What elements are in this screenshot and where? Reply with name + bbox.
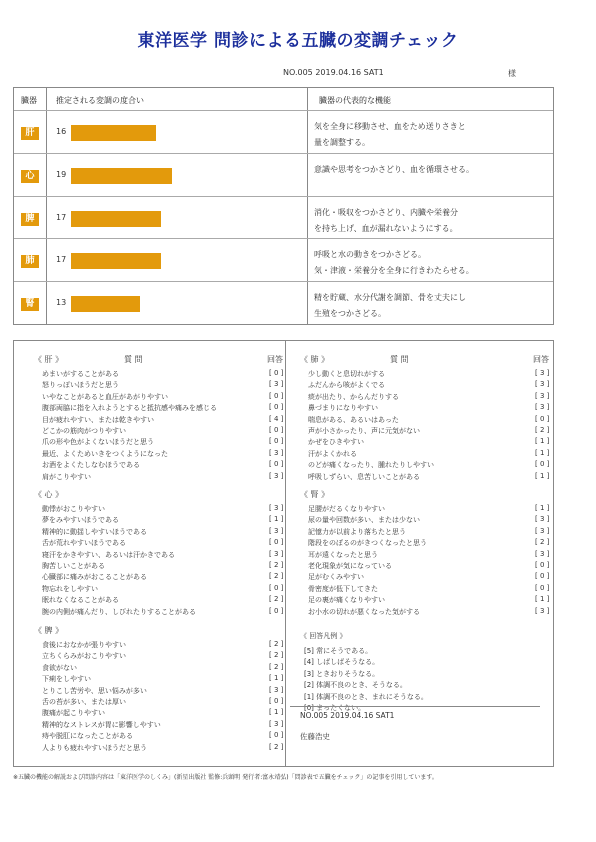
organ-label: 肺 (21, 255, 39, 268)
legend-item: [3] ときおりそうなる。 (304, 669, 380, 678)
question-text: 鼻づまりになりやすい (308, 404, 378, 413)
section-header-lung (300, 354, 560, 366)
table-header (14, 88, 553, 111)
question-text: 耳が遠くなったと思う (308, 550, 378, 559)
question-item (34, 708, 294, 718)
section-name: 《 心 》 (34, 490, 64, 499)
organ-function (314, 119, 546, 151)
question-item (34, 369, 294, 379)
question-item (34, 561, 294, 571)
organ-label: 肝 (21, 127, 39, 140)
question-text: 尿の量や回数が多い、または少ない (308, 516, 420, 525)
question-text: 立ちくらみがおこりやすい (42, 652, 126, 661)
legend-item: [0] まったくない。 (304, 704, 366, 712)
question-item (300, 515, 560, 525)
question-text: 呼吸しずらい、息苦しいことがある (308, 472, 420, 481)
question-item (34, 743, 294, 753)
question-item (300, 550, 560, 560)
section-header-liver (34, 354, 294, 366)
answer-value: [ 3 ] (269, 719, 284, 728)
question-item (34, 515, 294, 525)
question-text: 痔や脱肛になったことがある (42, 732, 133, 741)
question-item (34, 651, 294, 661)
answer-value: [ 1 ] (535, 448, 550, 457)
question-text: 喘息がある、あるいはあった (308, 415, 399, 424)
question-text: のどが痛くなったり、腫れたりしやすい (308, 461, 434, 470)
question-header: 質 問 (390, 355, 409, 364)
answer-value: [ 0 ] (269, 369, 284, 377)
score-bar (71, 253, 161, 269)
answer-value: [ 3 ] (269, 380, 284, 389)
question-text: 目が疲れやすい、または乾きやすい (42, 415, 154, 424)
function-line-2: 量を調整する。 (314, 138, 370, 147)
answer-value: [ 2 ] (269, 662, 284, 671)
legend-item: [2] 体調不良のとき、そうなる。 (304, 681, 407, 690)
function-line-1: 気を全身に移動させ、血をため送りさきと (314, 122, 466, 131)
function-line-1: 呼吸と水の動きをつかさどる。 (314, 250, 426, 260)
question-text: 舌が荒れやすいほうである (42, 539, 126, 548)
question-item (34, 426, 294, 436)
question-item (34, 584, 294, 594)
question-item (34, 403, 294, 413)
question-text: 老化現象が気になっている (308, 562, 392, 570)
score-bar (71, 168, 172, 184)
answer-value: [ 1 ] (535, 471, 550, 480)
question-text: 人よりも疲れやすいほうだと思う (42, 743, 147, 752)
answer-header: 回答 (533, 355, 549, 364)
answer-value: [ 0 ] (269, 426, 284, 434)
answer-value: [ 3 ] (269, 549, 284, 558)
question-item (300, 449, 560, 459)
question-item (300, 538, 560, 548)
question-text: お小水の切れが悪くなった気がする (308, 607, 420, 616)
score-bar (71, 296, 140, 312)
organ-function (314, 290, 546, 322)
organ-row (14, 110, 553, 153)
question-text: いやなことがあると血圧があがりやすい (42, 392, 168, 401)
question-item (300, 426, 560, 436)
question-item (300, 527, 560, 537)
answer-value: [ 1 ] (269, 674, 284, 683)
question-text: 痰が出たり、からんだりする (308, 392, 399, 401)
answer-value: [ 0 ] (269, 460, 284, 469)
question-text: 動悸がおこりやすい (42, 505, 105, 513)
answer-value: [ 1 ] (535, 595, 550, 604)
function-line-1: 意識や思考をつかさどり、血を循環させる。 (314, 164, 474, 174)
organ-row (14, 153, 553, 196)
organ-label: 脾 (21, 213, 39, 226)
question-item (300, 415, 560, 425)
answer-value: [ 0 ] (535, 572, 550, 581)
question-text: 少し動くと息切れがする (308, 370, 385, 378)
answer-value: [ 3 ] (269, 526, 284, 535)
answer-value: [ 0 ] (269, 391, 284, 400)
legend-name: 佐藤浩史 (300, 732, 330, 741)
answer-value: [ 0 ] (269, 437, 284, 446)
section-name: 《 腎 》 (300, 490, 330, 499)
organ-status-table (13, 87, 554, 325)
question-item (34, 720, 294, 730)
question-text: 記憶力が以前より落ちたと思う (308, 527, 406, 536)
answer-value: [ 1 ] (269, 708, 284, 717)
question-item (34, 572, 294, 582)
legend-record: NO.005 2019.04.16 SAT1 (300, 711, 395, 720)
question-item (34, 595, 294, 605)
question-item (34, 504, 294, 514)
question-item (34, 538, 294, 548)
organ-row (14, 238, 553, 281)
organ-score: 13 (56, 298, 67, 308)
question-text: 精神的なストレスが胃に影響しやすい (42, 720, 161, 729)
answer-value: [ 1 ] (535, 437, 550, 446)
question-text: 物忘れをしやすい (42, 584, 98, 593)
question-text: 胸苦しいことがある (42, 562, 105, 570)
question-text: かぜをひきやすい (308, 438, 364, 447)
question-item (34, 686, 294, 696)
question-text: 腹部両脇に指を入れようとすると抵抗感や痛みを感じる (42, 404, 217, 413)
score-bar (71, 211, 161, 227)
answer-value: [ 2 ] (535, 538, 550, 547)
question-text: どこかの筋肉がつりやすい (42, 427, 126, 435)
organ-score: 19 (56, 169, 67, 179)
answer-value: [ 1 ] (535, 504, 550, 512)
legend-item: [1] 体調不良のとき、まれにそうなる。 (304, 692, 428, 701)
question-text: 最近、よくためいきをつくようになった (42, 449, 168, 458)
answer-value: [ 0 ] (535, 460, 550, 469)
page-title: 東洋医学 問診による五臓の変調チェック (137, 31, 459, 51)
answer-value: [ 2 ] (269, 561, 284, 569)
honorific: 様 (508, 69, 516, 78)
question-text: 足の裏が痛くなりやすい (308, 596, 385, 605)
question-text: 肩がこりやすい (42, 472, 91, 481)
organ-label: 心 (21, 170, 39, 183)
answer-value: [ 0 ] (269, 606, 284, 615)
organ-row (14, 281, 553, 324)
question-item (300, 460, 560, 470)
question-item (34, 460, 294, 470)
answer-value: [ 2 ] (269, 595, 284, 604)
section-name: 《 肺 》 (300, 355, 330, 364)
answer-value: [ 2 ] (269, 572, 284, 581)
question-text: 腹痛が起こりやすい (42, 709, 105, 718)
legend-item: [4] しばしばそうなる。 (304, 658, 380, 667)
question-text: 爪の形や色がよくないほうだと思う (42, 438, 154, 447)
question-item (34, 527, 294, 537)
question-text: 足腰がだるくなりやすい (308, 505, 385, 513)
col-organ: 臓器 (21, 96, 37, 105)
answer-value: [ 3 ] (535, 403, 550, 412)
answer-value: [ 3 ] (535, 606, 550, 615)
question-item (300, 392, 560, 402)
footer-note: ※五臓の機能の解説および問診内容は「東洋医学のしくみ」(新星出版社 監修:兵頭明 発行者:富永靖弘)「問診表で五臓をチェック」の記事を引用しています。 (13, 774, 438, 781)
question-item (300, 504, 560, 514)
question-item (34, 550, 294, 560)
questionnaire-panel (13, 340, 554, 767)
question-item (34, 731, 294, 741)
question-text: 足がむくみやすい (308, 573, 364, 582)
answer-value: [ 2 ] (269, 640, 284, 648)
answer-value: [ 1 ] (269, 515, 284, 524)
function-line-2: 生殖をつかさどる。 (314, 309, 386, 319)
question-item (34, 640, 294, 650)
question-item (34, 674, 294, 684)
question-text: 食後におなかが張りやすい (42, 641, 126, 649)
question-text: 精神的に動揺しやすいほうである (42, 527, 147, 536)
answer-value: [ 3 ] (269, 471, 284, 480)
answer-value: [ 3 ] (535, 380, 550, 389)
question-item (300, 403, 560, 413)
question-text: めまいがすることがある (42, 370, 119, 378)
organ-score: 17 (56, 255, 67, 265)
section-header-kidney (300, 489, 560, 501)
answer-value: [ 4 ] (269, 414, 284, 423)
score-bar (71, 125, 156, 141)
question-text: とりこし苦労や、思い悩みが多い (42, 686, 147, 695)
question-text: 怒りっぽいほうだと思う (42, 381, 119, 390)
legend-title: 《 回答凡例 》 (300, 632, 347, 640)
question-item (34, 472, 294, 482)
section-name: 《 脾 》 (34, 626, 64, 635)
answer-value: [ 0 ] (269, 697, 284, 705)
organ-label: 腎 (21, 298, 39, 311)
answer-value: [ 0 ] (269, 731, 284, 740)
question-text: 舌の苔が多い、または厚い (42, 698, 126, 706)
answer-value: [ 3 ] (535, 515, 550, 524)
record-info: NO.005 2019.04.16 SAT1 (283, 68, 384, 77)
col-degree: 推定される変調の度合い (56, 96, 144, 105)
question-item (34, 437, 294, 447)
organ-score: 16 (56, 127, 67, 136)
organ-function (314, 247, 546, 279)
question-item (300, 561, 560, 571)
answer-value: [ 3 ] (269, 448, 284, 457)
question-text: お酒をよくたしなむほうである (42, 461, 140, 470)
question-item (300, 607, 560, 617)
answer-value: [ 0 ] (269, 583, 284, 592)
function-line-2: を持ち上げ、血が漏れないようにする。 (314, 223, 458, 233)
answer-value: [ 2 ] (269, 651, 284, 660)
section-header-spleen (34, 625, 294, 637)
question-text: 寝汗をかきやすい、あるいは汗かきである (42, 550, 175, 559)
answer-value: [ 0 ] (535, 414, 550, 423)
question-text: 下痢をしやすい (42, 675, 91, 684)
answer-value: [ 0 ] (535, 561, 550, 569)
question-item (34, 392, 294, 402)
question-text: 腕の内側が痛んだり、しびれたりすることがある (42, 607, 196, 616)
answer-value: [ 3 ] (269, 504, 284, 512)
question-text: ふだんから咳がよくでる (308, 381, 385, 390)
question-text: 夢をみやすいほうである (42, 516, 119, 525)
organ-row (14, 196, 553, 239)
answer-value: [ 3 ] (535, 549, 550, 558)
question-item (34, 415, 294, 425)
question-text: 汗がよくかれる (308, 449, 357, 458)
question-item (300, 369, 560, 379)
question-text: 階段をのぼるのがきつくなったと思う (308, 539, 427, 548)
answer-value: [ 0 ] (269, 403, 284, 412)
question-item (34, 449, 294, 459)
answer-value: [ 2 ] (269, 742, 284, 751)
answer-value: [ 0 ] (535, 583, 550, 592)
function-line-1: 消化・吸収をつかさどり、内臓や栄養分 (314, 207, 458, 217)
answer-value: [ 3 ] (535, 526, 550, 535)
organ-function (314, 162, 546, 178)
question-item (34, 697, 294, 707)
legend-item: [5] 常にそうである。 (304, 647, 373, 655)
answer-value: [ 2 ] (535, 426, 550, 434)
answer-value: [ 3 ] (535, 391, 550, 400)
section-name: 《 肝 》 (34, 355, 64, 364)
answer-value: [ 3 ] (269, 685, 284, 694)
question-item (300, 572, 560, 582)
question-item (34, 607, 294, 617)
function-line-2: 気・津液・栄養分を全身に行きわたらせる。 (314, 266, 474, 276)
section-header-heart (34, 489, 294, 501)
legend-divider (290, 706, 540, 707)
question-item (300, 437, 560, 447)
question-text: 骨密度が低下してきた (308, 584, 378, 593)
question-item (300, 595, 560, 605)
question-text: 声が小さかったり、声に元気がない (308, 427, 420, 435)
function-line-1: 精を貯蔵、水分代謝を調節、骨を丈夫にし (314, 293, 466, 303)
question-header: 質 問 (124, 355, 143, 364)
answer-value: [ 3 ] (535, 369, 550, 377)
question-item (300, 472, 560, 482)
answer-header: 回答 (267, 355, 283, 364)
question-item (34, 380, 294, 390)
question-item (300, 584, 560, 594)
question-text: 眠れなくなることがある (42, 596, 119, 605)
question-item (300, 380, 560, 390)
answer-value: [ 0 ] (269, 538, 284, 547)
organ-function (314, 205, 546, 237)
organ-score: 17 (56, 212, 67, 222)
question-text: 心臓部に痛みがおこることがある (42, 573, 147, 582)
question-text: 食欲がない (42, 663, 77, 672)
question-item (34, 663, 294, 673)
col-function: 臓器の代表的な機能 (319, 96, 391, 105)
